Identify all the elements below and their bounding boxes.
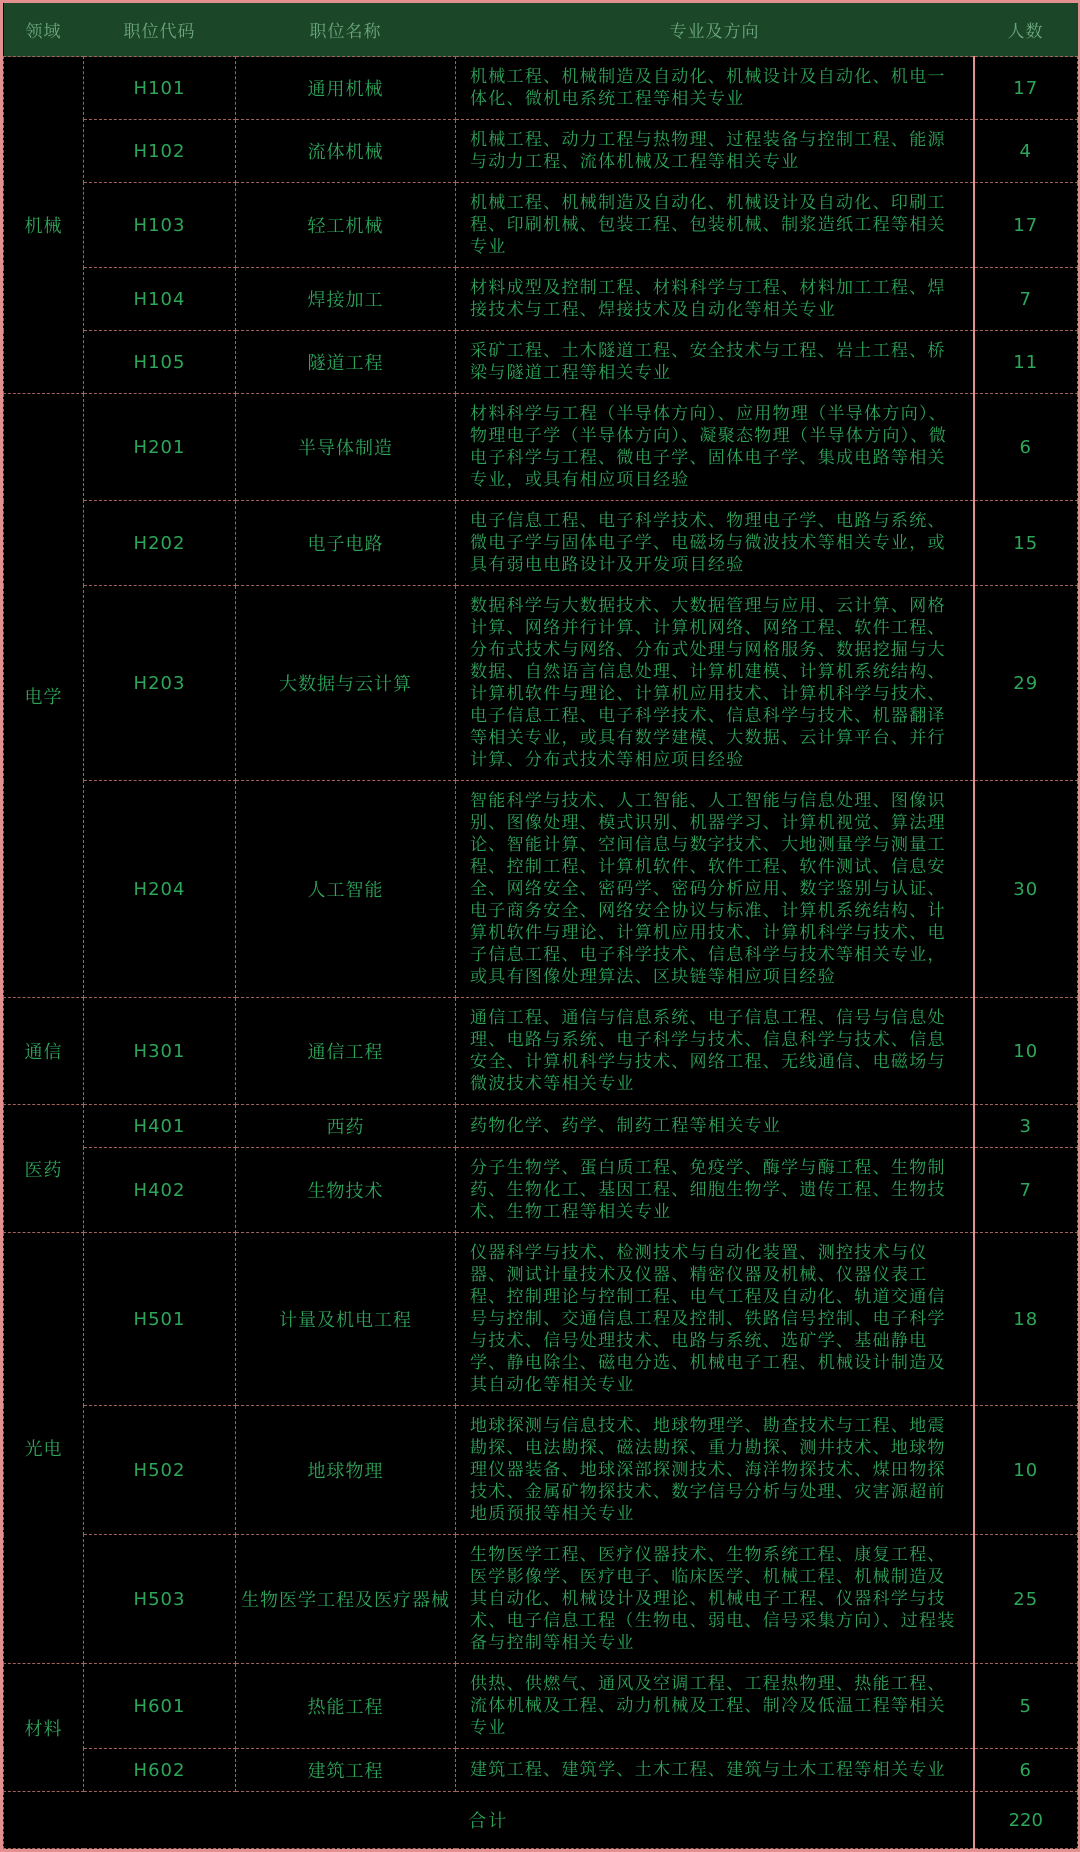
name-cell: 大数据与云计算	[236, 586, 456, 781]
count-cell: 10	[974, 1406, 1078, 1535]
field-cell: 机械	[4, 57, 84, 394]
total-count: 220	[974, 1792, 1078, 1849]
column-header-name: 职位名称	[236, 3, 456, 57]
count-cell: 11	[974, 331, 1078, 394]
table-row	[4, 268, 1078, 331]
majors-cell: 通信工程、通信与信息系统、电子信息工程、信号与信息处理、电路与系统、电子科学与技术、信息科学与技术、信息安全、计算机科学与技术、网络工程、无线通信、电磁场与微波技术等相关专业	[456, 998, 974, 1105]
name-cell: 生物医学工程及医疗器械	[236, 1535, 456, 1664]
field-cell: 光电	[4, 1233, 84, 1664]
name-cell: 通用机械	[236, 57, 456, 120]
table-row	[4, 998, 1078, 1105]
field-cell: 通信	[4, 998, 84, 1105]
count-cell: 15	[974, 501, 1078, 586]
field-cell: 材料	[4, 1664, 84, 1792]
majors-cell: 地球探测与信息技术、地球物理学、勘查技术与工程、地震勘探、电法勘探、磁法勘探、重力勘探、测井技术、地球物理仪器装备、地球深部探测技术、海洋物探技术、煤田物探技术、金属矿物探技术、数字信号分析与处理、灾害源超前地质预报等相关专业	[456, 1406, 974, 1535]
table-row	[4, 394, 1078, 501]
count-cell: 6	[974, 1749, 1078, 1792]
code-cell: H102	[84, 120, 236, 183]
count-cell: 6	[974, 394, 1078, 501]
name-cell: 轻工机械	[236, 183, 456, 268]
name-cell: 电子电路	[236, 501, 456, 586]
code-cell: H204	[84, 781, 236, 998]
table-row	[4, 57, 1078, 120]
count-cell: 3	[974, 1105, 1078, 1148]
count-cell: 10	[974, 998, 1078, 1105]
table-row	[4, 501, 1078, 586]
name-cell: 流体机械	[236, 120, 456, 183]
name-cell: 焊接加工	[236, 268, 456, 331]
column-header-field: 领域	[4, 3, 84, 57]
majors-cell: 机械工程、机械制造及自动化、机械设计及自动化、机电一体化、微机电系统工程等相关专业	[456, 57, 974, 120]
code-cell: H301	[84, 998, 236, 1105]
code-cell: H402	[84, 1148, 236, 1233]
count-cell: 7	[974, 1148, 1078, 1233]
code-cell: H501	[84, 1233, 236, 1406]
table-row	[4, 1233, 1078, 1406]
majors-cell: 采矿工程、土木隧道工程、安全技术与工程、岩土工程、桥梁与隧道工程等相关专业	[456, 331, 974, 394]
table-body	[4, 57, 1078, 1792]
table-row	[4, 1105, 1078, 1148]
column-header-code: 职位代码	[84, 3, 236, 57]
majors-cell: 材料科学与工程（半导体方向）、应用物理（半导体方向）、物理电子学（半导体方向）、凝聚态物理（半导体方向）、微电子科学与工程、微电子学、固体电子学、集成电路等相关专业，或具有相应项目经验	[456, 394, 974, 501]
majors-cell: 电子信息工程、电子科学技术、物理电子学、电路与系统、微电子学与固体电子学、电磁场与微波技术等相关专业，或具有弱电电路设计及开发项目经验	[456, 501, 974, 586]
code-cell: H105	[84, 331, 236, 394]
name-cell: 西药	[236, 1105, 456, 1148]
majors-cell: 供热、供燃气、通风及空调工程、工程热物理、热能工程、流体机械及工程、动力机械及工程、制冷及低温工程等相关专业	[456, 1664, 974, 1749]
count-cell: 5	[974, 1664, 1078, 1749]
table-row	[4, 1749, 1078, 1792]
table-row	[4, 183, 1078, 268]
majors-cell: 建筑工程、建筑学、土木工程、建筑与土木工程等相关专业	[456, 1749, 974, 1792]
name-cell: 地球物理	[236, 1406, 456, 1535]
table-row	[4, 1148, 1078, 1233]
name-cell: 生物技术	[236, 1148, 456, 1233]
code-cell: H602	[84, 1749, 236, 1792]
count-cell: 4	[974, 120, 1078, 183]
majors-cell: 数据科学与大数据技术、大数据管理与应用、云计算、网格计算、网络并行计算、计算机网络、网络工程、软件工程、分布式技术与网络、分布式处理与网格服务、数据挖掘与大数据、自然语言信息处理、计算机建模、计算机系统结构、计算机软件与理论、计算机应用技术、计算机科学与技术、电子信息工程、电子科学技术、信息科学与技术、机器翻译等相关专业，或具有数学建模、大数据、云计算平台、并行计算、分布式技术等相应项目经验	[456, 586, 974, 781]
majors-cell: 药物化学、药学、制药工程等相关专业	[456, 1105, 974, 1148]
name-cell: 计量及机电工程	[236, 1233, 456, 1406]
table-row	[4, 331, 1078, 394]
name-cell: 隧道工程	[236, 331, 456, 394]
majors-cell: 机械工程、动力工程与热物理、过程装备与控制工程、能源与动力工程、流体机械及工程等相关专业	[456, 120, 974, 183]
code-cell: H203	[84, 586, 236, 781]
majors-cell: 分子生物学、蛋白质工程、免疫学、酶学与酶工程、生物制药、生物化工、基因工程、细胞生物学、遗传工程、生物技术、生物工程等相关专业	[456, 1148, 974, 1233]
field-cell: 医药	[4, 1105, 84, 1233]
count-cell: 18	[974, 1233, 1078, 1406]
majors-cell: 仪器科学与技术、检测技术与自动化装置、测控技术与仪器、测试计量技术及仪器、精密仪器及机械、仪器仪表工程、控制理论与控制工程、电气工程及自动化、轨道交通信号与控制、交通信息工程及控制、铁路信号控制、电子科学与技术、信号处理技术、电路与系统、选矿学、基础静电学、静电除尘、磁电分选、机械电子工程、机械设计制造及其自动化等相关专业	[456, 1233, 974, 1406]
code-cell: H103	[84, 183, 236, 268]
code-cell: H401	[84, 1105, 236, 1148]
table-row	[4, 1535, 1078, 1664]
code-cell: H502	[84, 1406, 236, 1535]
recruitment-table	[3, 3, 1078, 1849]
count-cell: 25	[974, 1535, 1078, 1664]
count-cell: 7	[974, 268, 1078, 331]
name-cell: 半导体制造	[236, 394, 456, 501]
code-cell: H104	[84, 268, 236, 331]
column-header-count: 人数	[974, 3, 1078, 57]
count-cell: 17	[974, 57, 1078, 120]
count-cell: 30	[974, 781, 1078, 998]
column-header-majors: 专业及方向	[456, 3, 974, 57]
table-header	[4, 3, 1078, 57]
table-row	[4, 120, 1078, 183]
name-cell: 热能工程	[236, 1664, 456, 1749]
name-cell: 人工智能	[236, 781, 456, 998]
code-cell: H201	[84, 394, 236, 501]
total-label: 合计	[4, 1792, 974, 1849]
field-cell: 电学	[4, 394, 84, 998]
table-row	[4, 781, 1078, 998]
majors-cell: 生物医学工程、医疗仪器技术、生物系统工程、康复工程、医学影像学、医疗电子、临床医学、机械工程、机械制造及其自动化、机械设计及理论、机械电子工程、仪器科学与技术、电子信息工程（生物电、弱电、信号采集方向）、过程装备与控制等相关专业	[456, 1535, 974, 1664]
code-cell: H202	[84, 501, 236, 586]
majors-cell: 机械工程、机械制造及自动化、机械设计及自动化、印刷工程、印刷机械、包装工程、包装机械、制浆造纸工程等相关专业	[456, 183, 974, 268]
table-row	[4, 1406, 1078, 1535]
code-cell: H101	[84, 57, 236, 120]
majors-cell: 智能科学与技术、人工智能、人工智能与信息处理、图像识别、图像处理、模式识别、机器学习、计算机视觉、算法理论、智能计算、空间信息与数字技术、大地测量学与测量工程、控制工程、计算机软件、软件工程、软件测试、信息安全、网络安全、密码学、密码分析应用、数字鉴别与认证、电子商务安全、网络安全协议与标准、计算机系统结构、计算机软件与理论、计算机应用技术、计算机科学与技术、电子信息工程、电子科学技术、信息科学与技术等相关专业，或具有图像处理算法、区块链等相应项目经验	[456, 781, 974, 998]
table-row	[4, 586, 1078, 781]
count-cell: 17	[974, 183, 1078, 268]
name-cell: 建筑工程	[236, 1749, 456, 1792]
table-row	[4, 1664, 1078, 1749]
code-cell: H503	[84, 1535, 236, 1664]
code-cell: H601	[84, 1664, 236, 1749]
count-cell: 29	[974, 586, 1078, 781]
total-row	[4, 1792, 1078, 1849]
majors-cell: 材料成型及控制工程、材料科学与工程、材料加工工程、焊接技术与工程、焊接技术及自动化等相关专业	[456, 268, 974, 331]
name-cell: 通信工程	[236, 998, 456, 1105]
table-footer	[4, 1792, 1078, 1849]
